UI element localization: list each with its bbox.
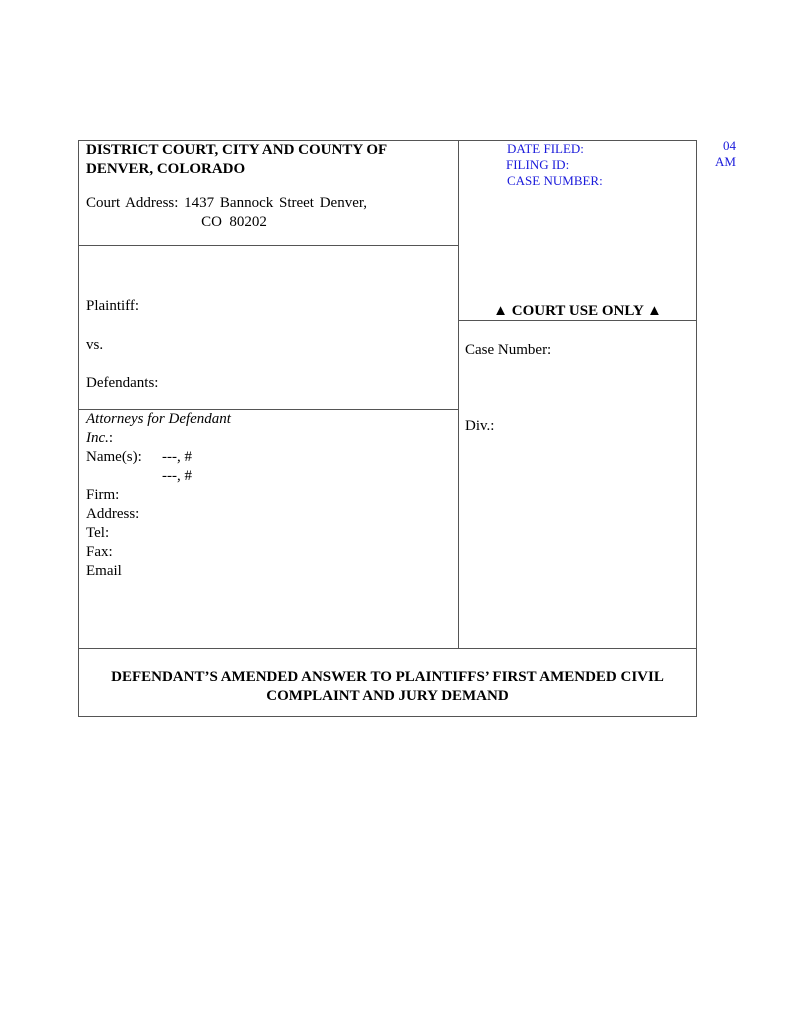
- attorney-address-label: Address:: [86, 506, 140, 522]
- attorney-heading-colon: :: [108, 430, 114, 446]
- date-filed-label: DATE FILED:: [507, 141, 584, 156]
- filing-id-label: FILING ID:: [506, 157, 570, 172]
- attorney-fax-label: Fax:: [86, 544, 113, 560]
- filing-info: [506, 141, 603, 189]
- court-section-divider: [78, 245, 458, 246]
- attorney-tel-label: Tel:: [86, 525, 110, 541]
- division-label: Div.:: [465, 418, 495, 434]
- caption-column-divider: [458, 140, 459, 648]
- stamp-time-top: 04: [723, 138, 736, 153]
- court-name-line2: DENVER, COLORADO: [86, 161, 246, 177]
- attorney-firm-label: Firm:: [86, 487, 120, 503]
- court-name: [86, 141, 387, 179]
- attorney-email-label: Email: [86, 563, 122, 579]
- court-address-line1: Court Address: 1437 Bannock Street Denver,: [86, 195, 368, 211]
- versus-label: vs.: [86, 337, 104, 353]
- title-section-divider: [78, 648, 697, 649]
- document-title-line1: DEFENDANT’S AMENDED ANSWER TO PLAINTIFFS’ FIRST AMENDED CIVIL: [111, 669, 664, 685]
- document-title-line2: COMPLAINT AND JURY DEMAND: [266, 688, 509, 704]
- attorney-block: [86, 410, 231, 581]
- case-number-label: Case Number:: [465, 342, 552, 358]
- defendants-label: Defendants:: [86, 375, 159, 391]
- attorney-heading-inc: Inc.: [86, 430, 109, 446]
- court-address-line2: CO 80202: [201, 214, 267, 230]
- filing-time-stamp: [712, 138, 736, 170]
- attorney-name-1: ---, #: [162, 449, 192, 465]
- plaintiff-label: Plaintiff:: [86, 298, 140, 314]
- attorney-names-row: [86, 448, 231, 467]
- attorney-name-2: ---, #: [162, 468, 192, 484]
- document-title: [78, 668, 697, 706]
- case-number-filing-label: CASE NUMBER:: [507, 173, 603, 188]
- court-name-line1: DISTRICT COURT, CITY AND COUNTY OF: [86, 142, 388, 158]
- stamp-time-bottom: AM: [715, 154, 736, 169]
- court-use-only-label: ▲ COURT USE ONLY ▲: [493, 303, 662, 319]
- attorney-names-label: Name(s):: [86, 449, 142, 465]
- attorney-heading-line1: Attorneys for Defendant: [86, 411, 231, 427]
- attorney-heading-line2: [86, 429, 231, 448]
- court-address: [86, 194, 382, 232]
